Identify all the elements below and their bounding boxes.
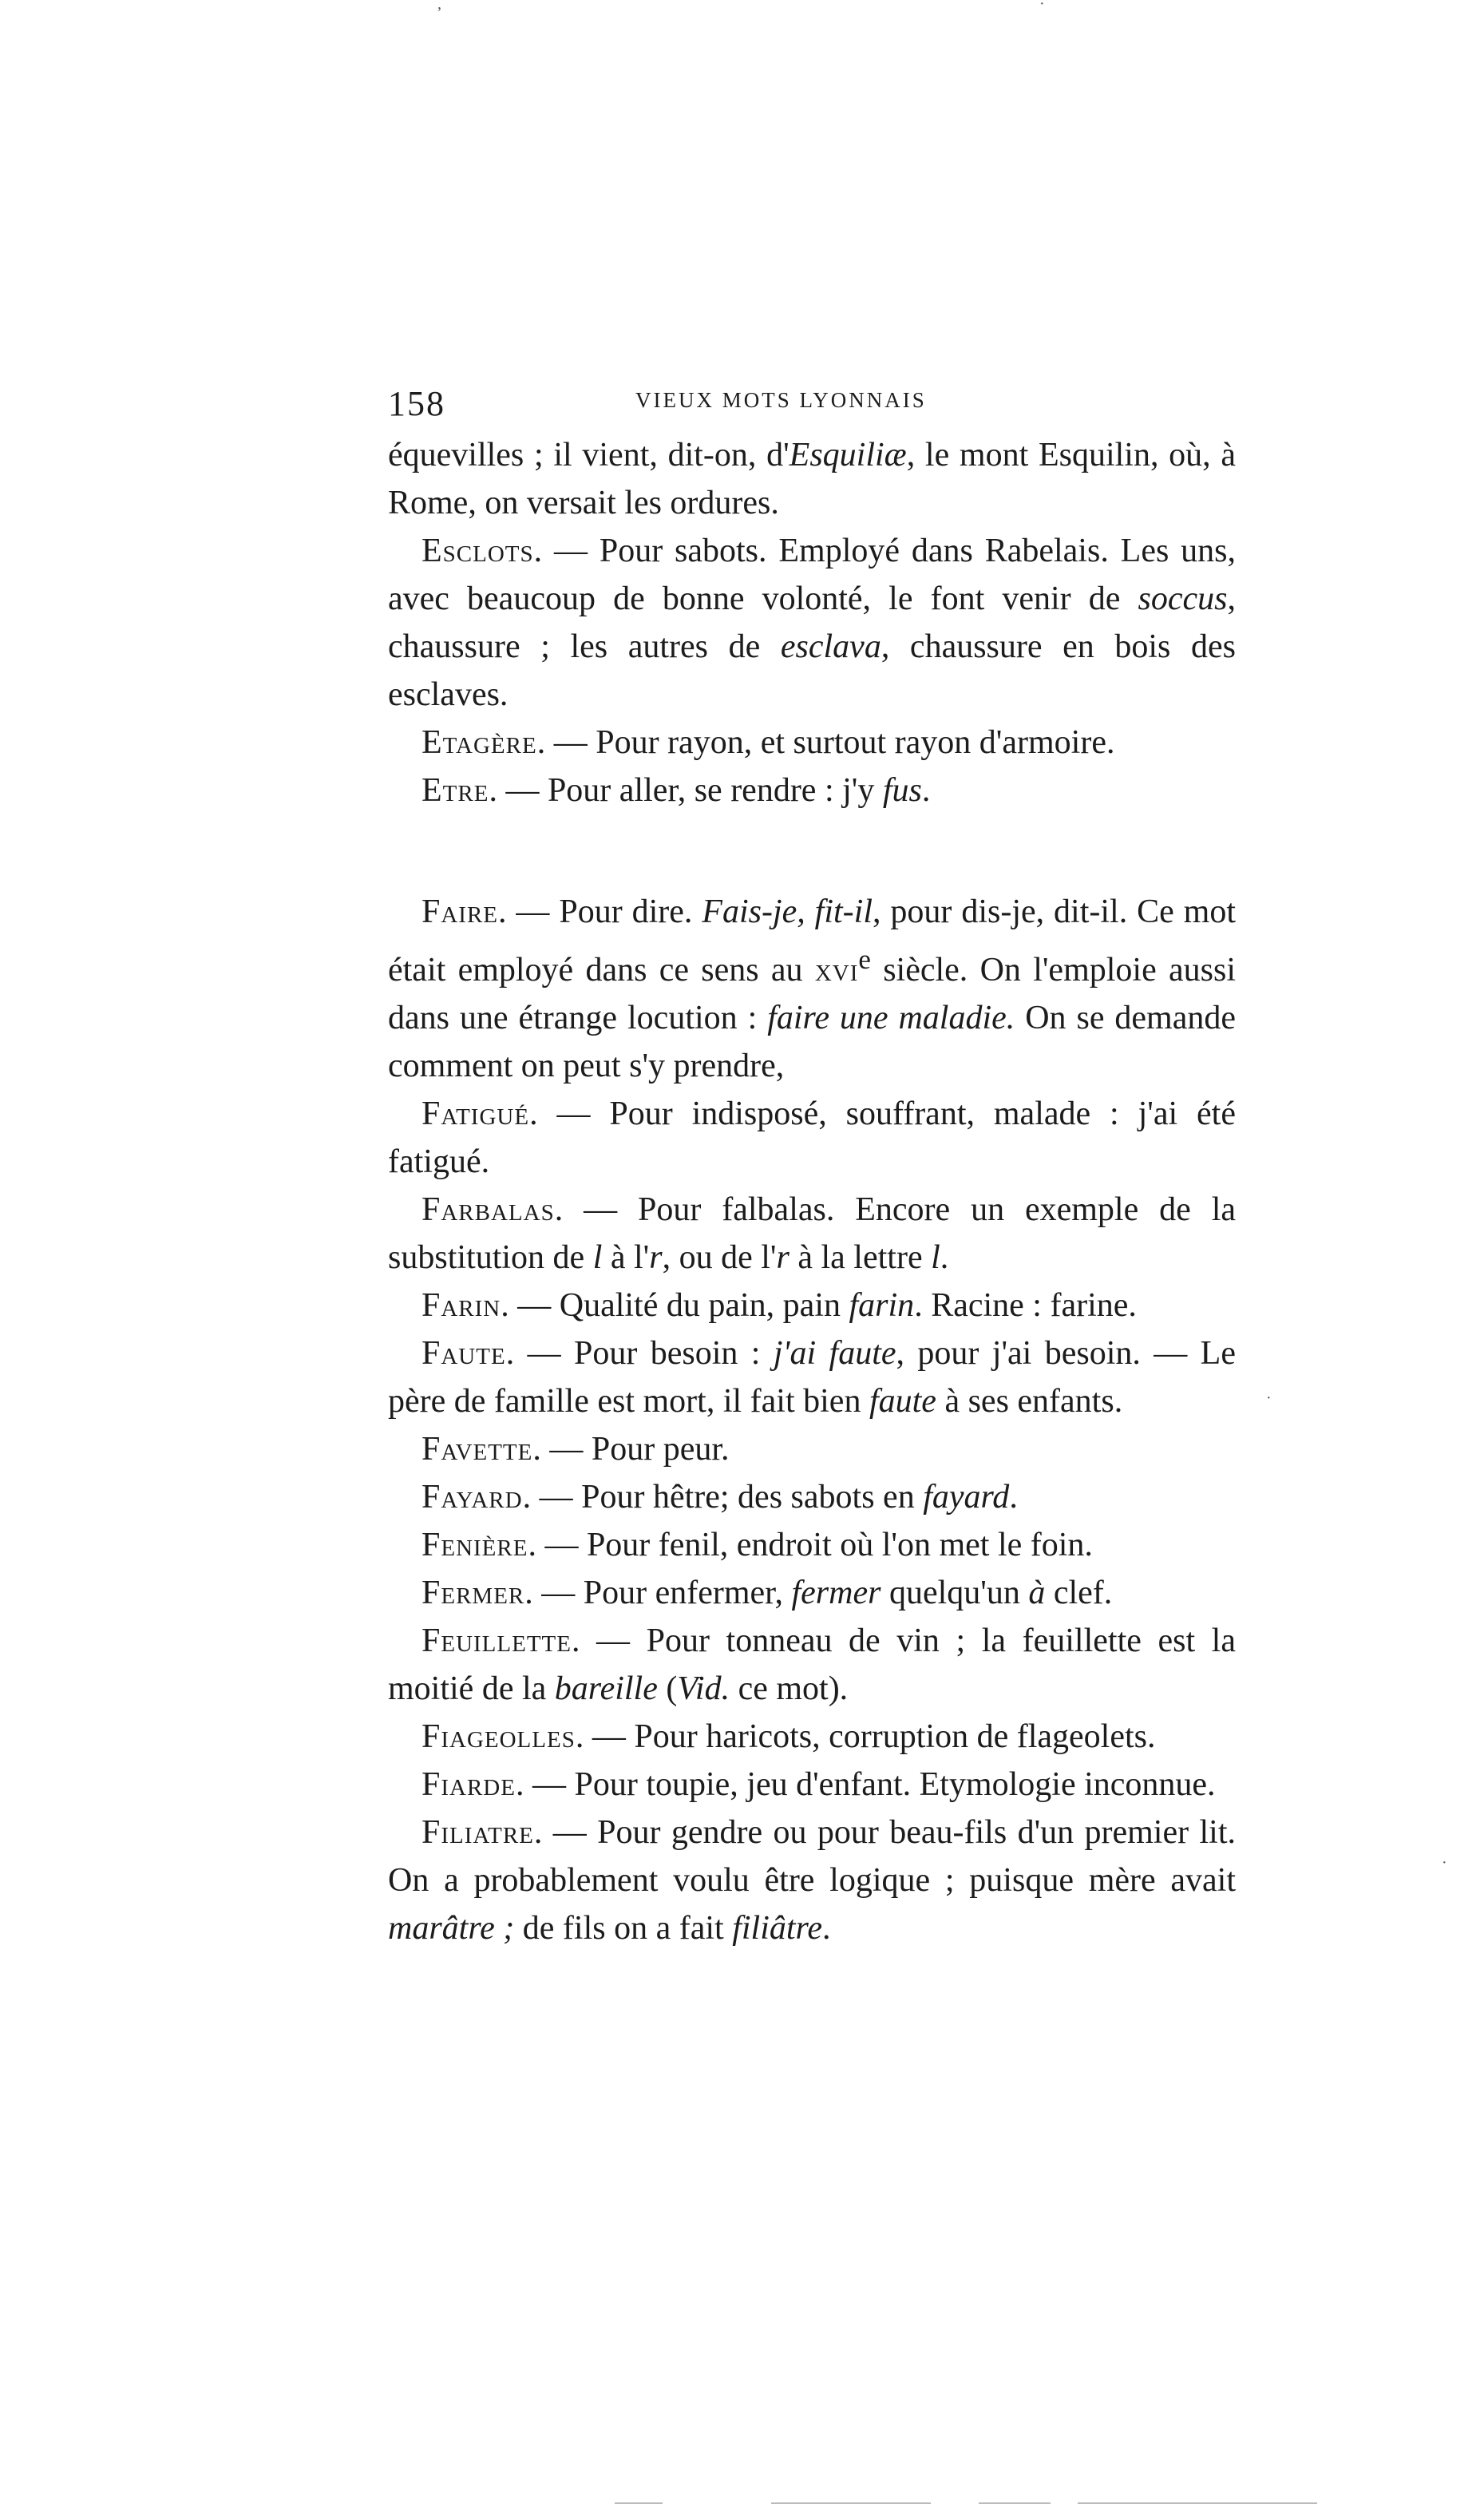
entry-fayard: Fayard. — Pour hêtre; des sabots en fayard. bbox=[421, 1479, 1018, 1515]
entry-term: Faute bbox=[421, 1335, 506, 1372]
entry-term: Favette bbox=[421, 1431, 533, 1468]
body-text bbox=[388, 431, 1236, 1952]
scan-rule bbox=[771, 2502, 931, 2504]
scan-speck: · bbox=[1442, 1854, 1447, 1872]
scan-rule bbox=[1078, 2502, 1317, 2504]
entry-term: Fiarde bbox=[421, 1766, 516, 1803]
entry-term: Fiageolles bbox=[421, 1718, 576, 1755]
entry-term: Etre bbox=[421, 772, 489, 809]
entry-fatigue: Fatigué. — Pour indisposé, souffrant, malade : j'ai été fatigué. bbox=[388, 1096, 1236, 1180]
entry-farbalas: Farbalas. — Pour falbalas. Encore un exemple de la substitution de l à l'r, ou de l'r à la lettre l. bbox=[388, 1191, 1236, 1276]
entry-farin: Farin. — Qualité du pain, pain farin. Racine : farine. bbox=[421, 1287, 1137, 1324]
entry-term: Fenière bbox=[421, 1527, 528, 1563]
entry-term: Fayard bbox=[421, 1479, 523, 1515]
entry-favette: Favette. — Pour peur. bbox=[421, 1431, 730, 1468]
entry-esclots: Esclots. — Pour sabots. Employé dans Rabelais. Les uns, avec beaucoup de bonne volonté, le font venir de soccus, chaussure ; les autres de esclava, chaussure en bois des esclaves. bbox=[388, 533, 1236, 713]
entry-term: Filiatre bbox=[421, 1814, 534, 1851]
entry-term: Fermer bbox=[421, 1575, 525, 1611]
entry-faute: Faute. — Pour besoin : j'ai faute, pour j'ai besoin. — Le père de famille est mort, il fait bien faute à ses enfants. bbox=[388, 1335, 1236, 1420]
entry-term: Etagère bbox=[421, 724, 537, 761]
entry-term: Faire bbox=[421, 893, 499, 930]
scan-speck: · bbox=[1266, 1389, 1272, 1407]
running-head bbox=[388, 383, 1236, 431]
entry-etre: Etre. — Pour aller, se rendre : j'y fus. bbox=[421, 772, 931, 809]
entry-etagere: Etagère. — Pour rayon, et surtout rayon d'armoire. bbox=[421, 724, 1115, 761]
scan-speck: · bbox=[1039, 0, 1045, 13]
entry-term: Farin bbox=[421, 1287, 501, 1324]
entry-term: Feuillette bbox=[421, 1622, 572, 1659]
entry-faire: Faire. — Pour dire. Fais-je, fit-il, pour dis-je, dit-il. Ce mot était employé dans ce sens au xvi$^e$ siècle. On l'emploie aussi dans une étrange locution : faire une maladie. On se demande comment on peut s'y prendre, bbox=[388, 893, 1237, 1084]
book-page bbox=[388, 383, 1236, 1952]
scan-rule bbox=[979, 2502, 1051, 2504]
entry-fermer: Fermer. — Pour enfermer, fermer quelqu'un à clef. bbox=[421, 1575, 1113, 1611]
page-number: 158 bbox=[388, 384, 445, 423]
entry-fiarde: Fiarde. — Pour toupie, jeu d'enfant. Etymologie inconnue. bbox=[421, 1766, 1216, 1803]
scan-speck: , bbox=[437, 0, 441, 13]
continuation-paragraph: équevilles ; il vient, dit-on, d'Esquiliæ, le mont Esquilin, où, à Rome, on versait les ordures. bbox=[388, 437, 1237, 521]
entry-filiatre: Filiatre. — Pour gendre ou pour beau-fils d'un premier lit. On a probablement voulu être logique ; puisque mère avait marâtre ; de fils on a fait filiâtre. bbox=[388, 1814, 1236, 1947]
entry-feuillette: Feuillette. — Pour tonneau de vin ; la feuillette est la moitié de la bareille (Vid. ce mot). bbox=[388, 1622, 1236, 1707]
entry-term: Fatigué bbox=[421, 1096, 530, 1132]
entry-term: Farbalas bbox=[421, 1191, 555, 1228]
section-gap bbox=[388, 814, 1236, 888]
entry-feniere: Fenière. — Pour fenil, endroit où l'on met le foin. bbox=[421, 1527, 1093, 1563]
entry-fiageolles: Fiageolles. — Pour haricots, corruption de flageolets. bbox=[421, 1718, 1156, 1755]
running-title: VIEUX MOTS LYONNAIS bbox=[635, 388, 927, 412]
scan-rule bbox=[615, 2502, 663, 2504]
entry-term: Esclots bbox=[421, 533, 534, 569]
